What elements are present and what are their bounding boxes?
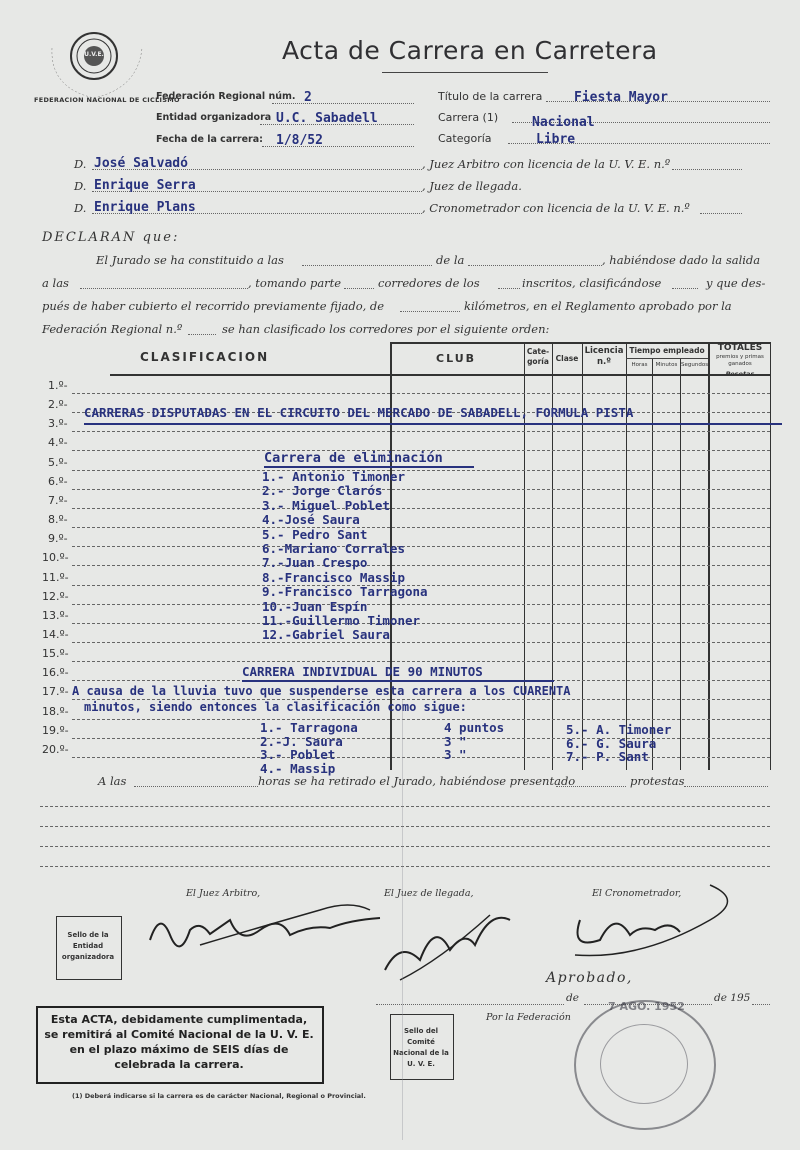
row-line — [72, 527, 770, 528]
row-line — [72, 738, 770, 739]
federation-emblem — [42, 28, 152, 106]
header-clase: Clase — [555, 354, 579, 363]
document-title: Acta de Carrera en Carretera — [282, 36, 658, 65]
declaran-l1a: El Jurado se ha constituido a las — [96, 253, 284, 267]
aprobado-de: de — [566, 992, 579, 1004]
official-1-name: José Salvadó — [94, 156, 188, 171]
federation-value: 2 — [304, 90, 312, 105]
row-line — [72, 565, 770, 566]
declaran-l4b: se han clasificado los corredores por el siguiente orden: — [222, 322, 550, 336]
declaran-l3a: pués de haber cubierto el recorrido previamente fijado, de — [42, 299, 385, 313]
declaran-l2c: corredores de los — [378, 276, 480, 290]
footer-protestas-line — [556, 786, 626, 787]
row-number: 2.º- — [48, 398, 68, 411]
sig-label-juez-llegada: El Juez de llegada, — [384, 888, 474, 899]
row-number: 18.º- — [42, 705, 69, 718]
header-segundos: Segundos — [681, 362, 709, 368]
titulo-label: Título de la carrera — [438, 90, 543, 103]
paper-crease — [402, 700, 403, 1140]
row-line — [72, 719, 770, 720]
header-totales-sub: premios y primas ganados — [716, 354, 764, 367]
aprobado-de195: de 195 — [714, 992, 751, 1004]
sello-entidad-text: Sello de la Entidad organizadora — [61, 931, 115, 961]
result-points: 3 " — [444, 747, 467, 762]
signature-cronometrador — [560, 880, 750, 970]
federation-label: Federación Regional núm. — [156, 91, 296, 102]
entidad-value: U.C. Sabadell — [276, 111, 378, 126]
elimination-rider: 1.- Antonio Timoner — [262, 469, 405, 484]
categoria-label: Categoría — [438, 132, 492, 145]
entidad-label: Entidad organizadora — [156, 112, 272, 123]
table-header-line — [110, 374, 770, 376]
elimination-rider: 12.-Gabriel Saura — [262, 627, 390, 642]
row-line — [72, 546, 770, 547]
row-number: 4.º- — [48, 436, 68, 449]
elimination-underline — [264, 466, 474, 468]
fecha-label: Fecha de la carrera: — [156, 134, 263, 145]
row-number: 13.º- — [42, 609, 69, 622]
row-number: 16.º- — [42, 666, 69, 679]
row-line — [72, 757, 770, 758]
declaran-l1-line1 — [302, 265, 432, 266]
row-number: 12.º- — [42, 590, 69, 603]
emblem-center-text: U.V.E. — [84, 51, 104, 58]
row-number: 9.º- — [48, 532, 68, 545]
sig-label-cronometrador: El Cronometrador, — [592, 888, 682, 899]
notice-text: Esta ACTA, debidamente cumplimentada, se remitirá al Comité Nacional de la U. V. E. en el plazo máximo de SEIS días de celebrada la carrera. — [44, 1013, 314, 1071]
result-rider: 2.-J. Saura — [260, 734, 343, 749]
result-rider: 1.- Tarragona — [260, 720, 358, 735]
row-number: 5.º- — [48, 456, 68, 469]
row-line — [72, 661, 770, 662]
footnote: (1) Deberá indicarse si la carrera es de carácter Nacional, Regional o Provincial. — [72, 1092, 366, 1100]
official-3-role: , Cronometrador con licencia de la U. V. E. n.º — [422, 201, 690, 215]
declaran-l4a: Federación Regional n.º — [42, 322, 183, 336]
elimination-rider: 5.- Pedro Sant — [262, 527, 368, 542]
header-clasificacion: CLASIFICACION — [140, 350, 270, 364]
footer-protestas: protestas — [630, 774, 685, 788]
elimination-rider: 6.-Mariano Corrales — [262, 541, 405, 556]
header-horas: Horas — [631, 362, 648, 368]
declaran-l2d: inscritos, clasificándose — [522, 276, 662, 290]
declaran-l2-line1 — [80, 288, 248, 289]
titulo-value: Fiesta Mayor — [574, 90, 668, 105]
row-number: 17.º- — [42, 685, 69, 698]
elimination-rider: 3.- Miguel Poblet — [262, 498, 390, 513]
header-minutos: Minutos — [655, 362, 678, 368]
result-rider: 3.- Poblet — [260, 747, 336, 762]
footer-protestas-tail — [684, 786, 768, 787]
header-totales: TOTALES — [717, 343, 763, 353]
official-1-role: , Juez Arbitro con licencia de la U. V. E. n.º — [422, 157, 671, 171]
row-number: 8.º- — [48, 513, 68, 526]
row-line — [72, 508, 770, 509]
row-number: 3.º- — [48, 417, 68, 430]
signature-juez-arbitro — [140, 890, 400, 970]
footer-line-2 — [40, 826, 770, 827]
row-line — [72, 642, 770, 643]
signature-juez-llegada — [380, 900, 520, 990]
tiempo-sub-line — [626, 358, 708, 359]
header-club: CLUB — [436, 352, 477, 365]
row-number: 1.º- — [48, 379, 68, 392]
individual-underline — [242, 680, 554, 682]
banner-text: CARRERAS DISPUTADAS EN EL CIRCUITO DEL MERCADO DE SABADELL, FORMULA PISTA — [84, 405, 634, 420]
approval-stamp-inner — [600, 1024, 688, 1104]
official-2-prefix: D. — [74, 179, 87, 193]
individual-title: CARRERA INDIVIDUAL DE 90 MINUTOS — [242, 664, 483, 679]
elimination-rider: 8.-Francisco Massip — [262, 570, 405, 585]
categoria-value: Libre — [536, 132, 576, 147]
federation-line — [272, 103, 414, 104]
row-number: 14.º- — [42, 628, 69, 641]
footer-line-3 — [40, 846, 770, 847]
row-number: 20.º- — [42, 743, 69, 756]
header-licencia: Licencia n.º — [584, 346, 624, 367]
result-points: 3 " — [444, 734, 467, 749]
row-number: 11.º- — [42, 571, 69, 584]
por-federacion: Por la Federación — [486, 1012, 571, 1023]
footer-a-las-line — [134, 786, 258, 787]
fecha-value: 1/8/52 — [276, 133, 323, 148]
declaran-l1-line2 — [468, 265, 602, 266]
declaran-heading: DECLARAN que: — [42, 230, 180, 245]
declaran-l2-line2 — [344, 288, 374, 289]
title-underline — [382, 72, 548, 73]
sig-label-juez-arbitro: El Juez Arbitro, — [186, 888, 261, 899]
carrera-value: Nacional — [532, 115, 595, 130]
declaran-l1c: , habiéndose dado la salida — [602, 253, 761, 267]
aprobado-line-1 — [376, 1004, 564, 1005]
declaran-l3-line — [400, 311, 460, 312]
col-div-segundos — [680, 358, 681, 770]
rain-line-2: minutos, siendo entonces la clasificación como sigue: — [84, 700, 467, 714]
result-rider: 4.- Massip — [260, 761, 336, 776]
row-number: 19.º- — [42, 724, 69, 737]
row-number: 15.º- — [42, 647, 69, 660]
row-number: 10.º- — [42, 551, 69, 564]
official-2-role: , Juez de llegada. — [422, 179, 522, 193]
col-div-totales — [708, 342, 710, 770]
header-pesetas: Pesetas — [725, 370, 755, 378]
row-number: 7.º- — [48, 494, 68, 507]
rain-line-1: A causa de la lluvia tuvo que suspenderse esta carrera a los CUARENTA — [72, 684, 571, 698]
carrera-label: Carrera (1) — [438, 111, 499, 124]
declaran-l3b: kilómetros, en el Reglamento aprobado por la — [464, 299, 732, 313]
footer-line-1 — [40, 806, 770, 807]
elimination-rider: 11.-Guillermo Timoner — [262, 613, 421, 628]
elimination-rider: 10.-Juan Espín — [262, 599, 368, 614]
col-div-right — [770, 342, 771, 770]
declaran-l1b: de la — [436, 253, 465, 267]
row-number: 6.º- — [48, 475, 68, 488]
official-2-name: Enrique Serra — [94, 178, 196, 193]
sello-comite-text: Sello del Comité Nacional de la U. V. E. — [393, 1027, 449, 1068]
footer-line-4 — [40, 866, 770, 867]
elimination-rider: 7.-Juan Crespo — [262, 555, 368, 570]
row-line — [72, 623, 770, 624]
result-rider-right: 7.- P. Sant — [566, 749, 649, 764]
result-rider-right: 6.- G. Saura — [566, 736, 657, 751]
footer-horas-text: horas se ha retirado el Jurado, habiéndose presentado — [258, 774, 576, 788]
row-line — [72, 604, 770, 605]
official-3-name: Enrique Plans — [94, 200, 196, 215]
elimination-rider: 2.- Jorge Clarós — [262, 483, 383, 498]
elimination-title: Carrera de eliminación — [264, 450, 443, 466]
footer-a-las: A las — [98, 774, 127, 788]
official-3-license-line — [700, 213, 742, 214]
banner-underline — [84, 423, 782, 425]
elimination-rider: 4.-José Saura — [262, 512, 360, 527]
row-line — [72, 431, 770, 432]
declaran-l2e: y que des- — [706, 276, 766, 290]
row-line — [72, 489, 770, 490]
official-3-prefix: D. — [74, 201, 87, 215]
stamp-date: 7 AGO. 1952 — [608, 1000, 685, 1013]
declaran-l2-line4 — [672, 288, 698, 289]
result-points: 4 puntos — [444, 720, 505, 735]
declaran-l2-line3 — [498, 288, 520, 289]
row-line — [72, 470, 770, 471]
declaran-l2b: , tomando parte — [248, 276, 342, 290]
declaran-l2a: a las — [42, 276, 69, 290]
row-line — [72, 393, 770, 394]
official-1-prefix: D. — [74, 157, 87, 171]
elimination-rider: 9.-Francisco Tarragona — [262, 584, 428, 599]
aprobado-label: Aprobado, — [546, 970, 633, 986]
col-div-minutos — [652, 358, 653, 770]
header-tiempo: Tiempo empleado — [629, 346, 705, 355]
emblem-ring-text: FEDERACION NACIONAL DE CICLISMO — [34, 96, 180, 104]
result-rider-right: 5.- A. Timoner — [566, 722, 672, 737]
aprobado-line-3 — [752, 1004, 770, 1005]
header-categoria: Cate-goría — [526, 347, 550, 366]
official-1-license-line — [672, 169, 742, 170]
declaran-l4-line — [188, 334, 216, 335]
